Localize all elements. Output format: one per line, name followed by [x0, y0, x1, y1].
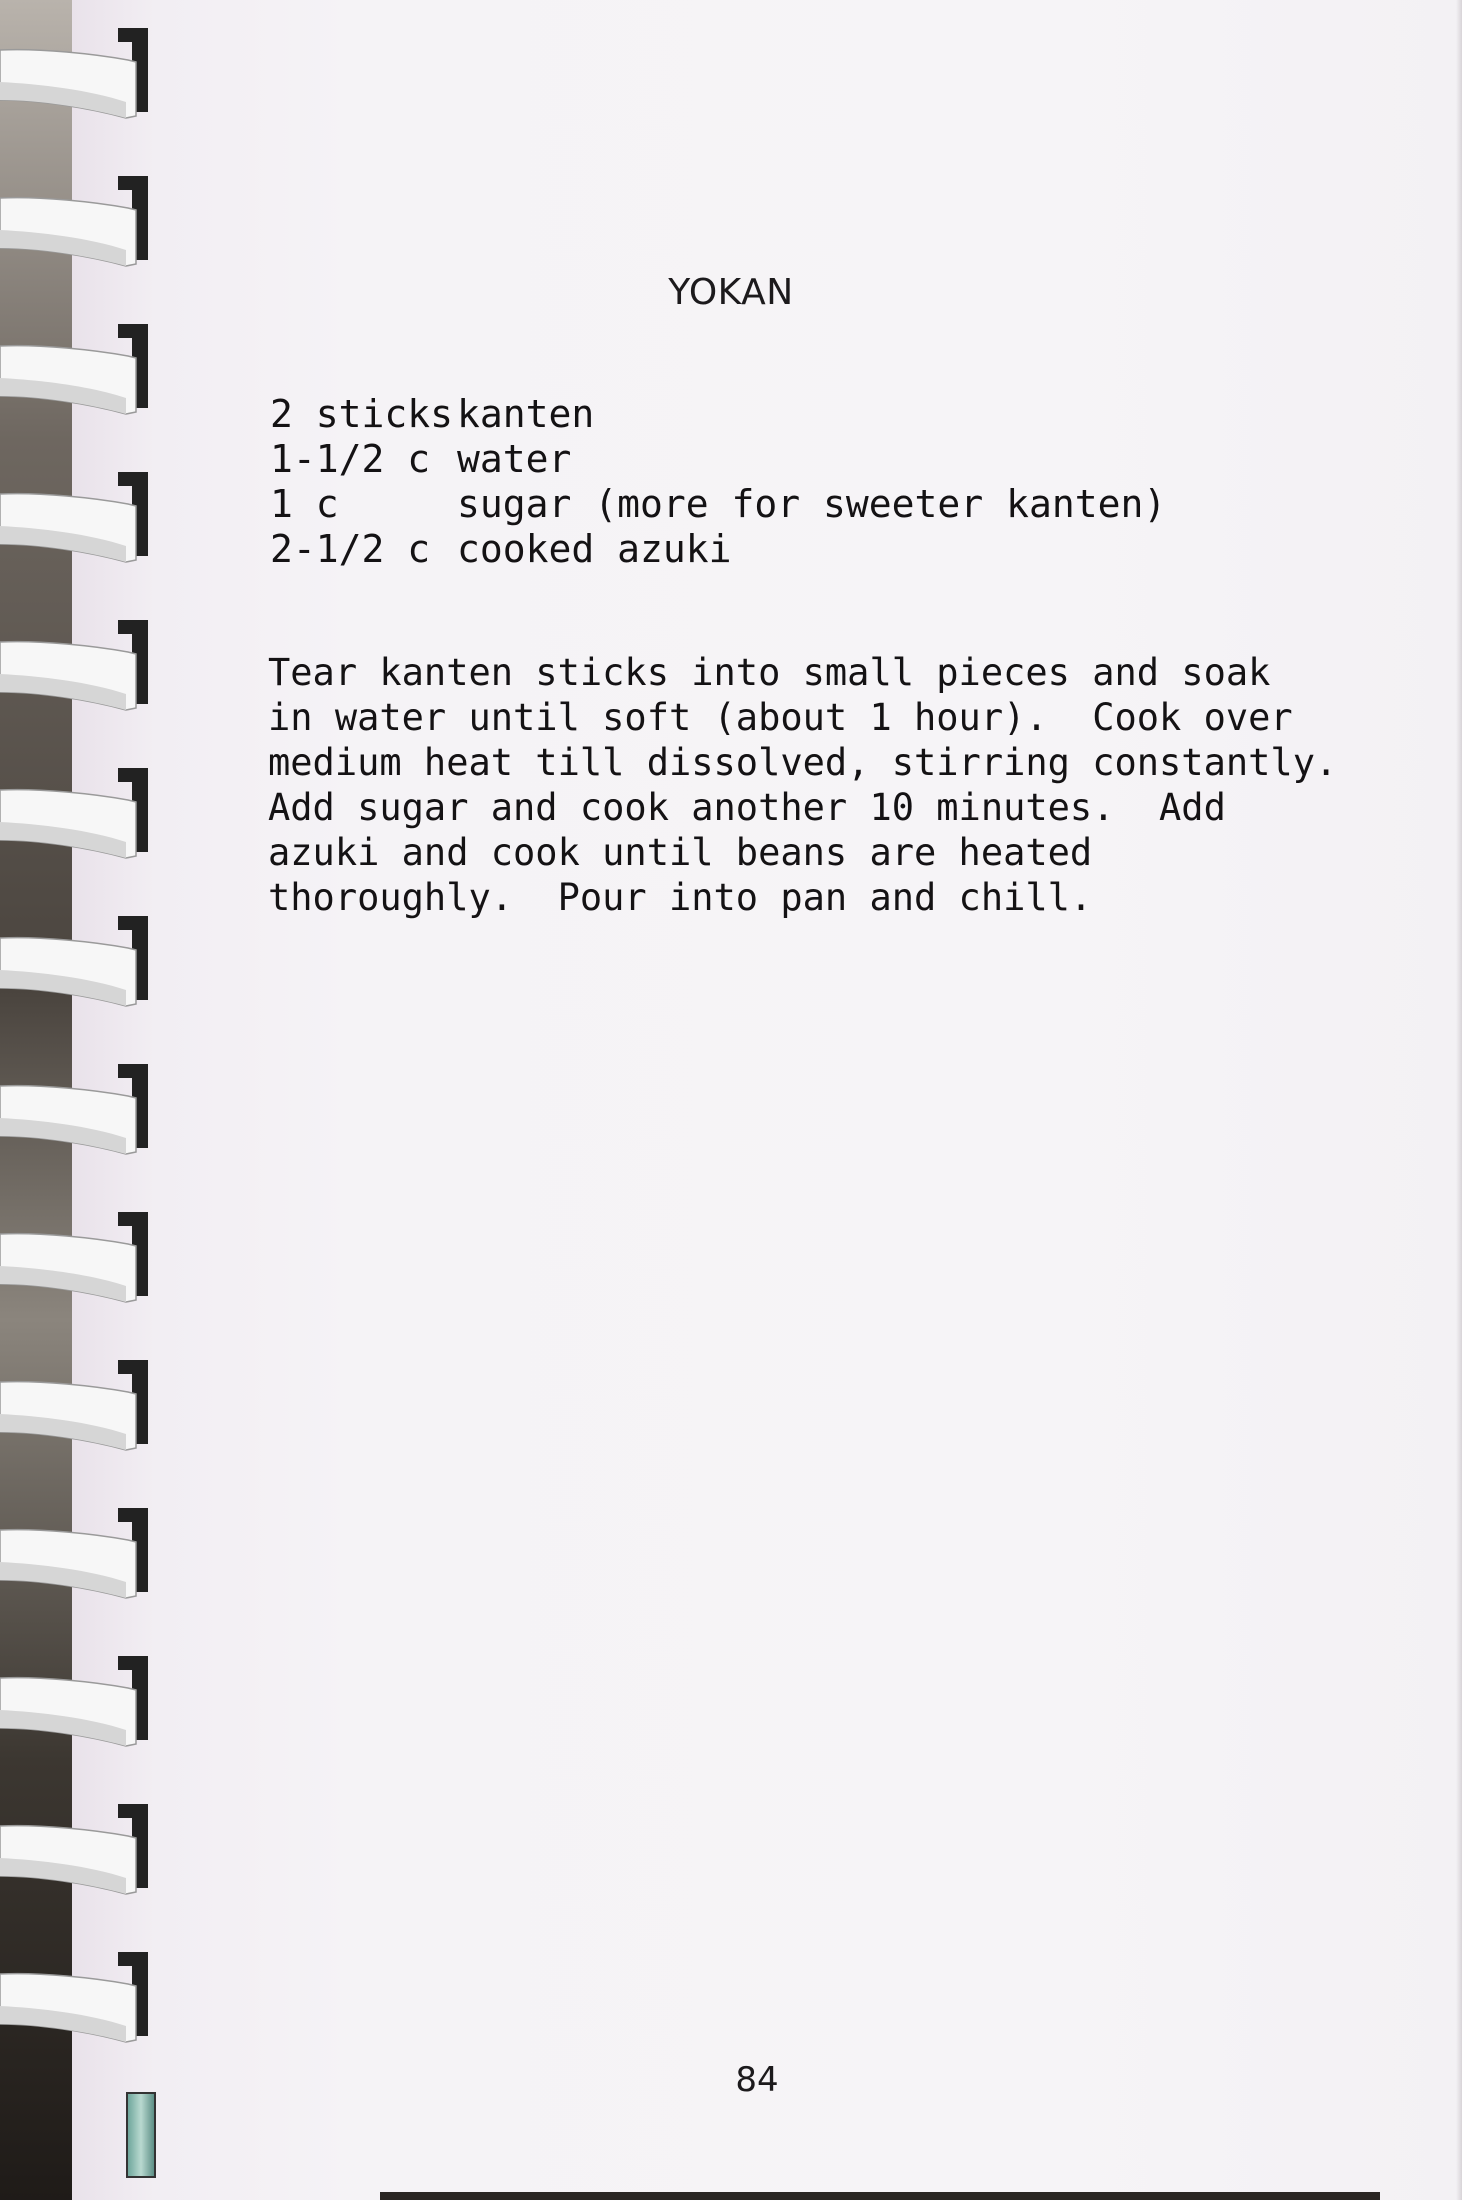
ingredient-quantity: 2 sticks [270, 392, 454, 436]
ingredient-quantity: 1-1/2 c [270, 437, 431, 481]
ingredient-row [270, 437, 1166, 482]
ingredient-quantity: 2-1/2 c [270, 527, 431, 571]
binding-coil [0, 612, 150, 722]
ingredient-name: sugar (more for sweeter kanten) [457, 482, 1167, 526]
instruction-line: Add sugar and cook another 10 minutes. Add [268, 786, 1226, 829]
instruction-line: medium heat till dissolved, stirring constantly. [268, 741, 1338, 784]
binding-coil [0, 1056, 150, 1166]
instruction-line: thoroughly. Pour into pan and chill. [268, 876, 1093, 919]
binding-coil [0, 1500, 150, 1610]
page-number: 84 [735, 2060, 779, 2100]
ingredient-name: cooked azuki [457, 527, 732, 571]
binding-coil [0, 1204, 150, 1314]
recipe-title: YOKAN [668, 272, 794, 313]
page-bottom-shadow [380, 2192, 1380, 2200]
instruction-line: Tear kanten sticks into small pieces and soak [268, 651, 1271, 694]
binding-end-tab [126, 2092, 156, 2178]
binding-coil [0, 168, 150, 278]
binding-coil [0, 908, 150, 1018]
ingredient-list [270, 392, 1166, 572]
binding-coil [0, 760, 150, 870]
ingredient-name: kanten [457, 392, 595, 436]
binding-coil [0, 1796, 150, 1906]
binding-coil [0, 464, 150, 574]
binding-coil [0, 1352, 150, 1462]
binding-coil [0, 1944, 150, 2054]
ingredient-row [270, 527, 1166, 572]
ingredient-row [270, 392, 1166, 437]
instruction-line: in water until soft (about 1 hour). Cook over [268, 696, 1293, 739]
ingredient-name: water [457, 437, 572, 481]
binding-coil [0, 20, 150, 130]
binding-coil [0, 1648, 150, 1758]
ingredient-quantity: 1 c [270, 482, 339, 526]
instructions-paragraph [268, 650, 1337, 920]
book-page [72, 0, 1462, 2200]
page-edge [1456, 0, 1462, 2200]
instruction-line: azuki and cook until beans are heated [268, 831, 1093, 874]
binding-coil [0, 316, 150, 426]
ingredient-row [270, 482, 1166, 527]
